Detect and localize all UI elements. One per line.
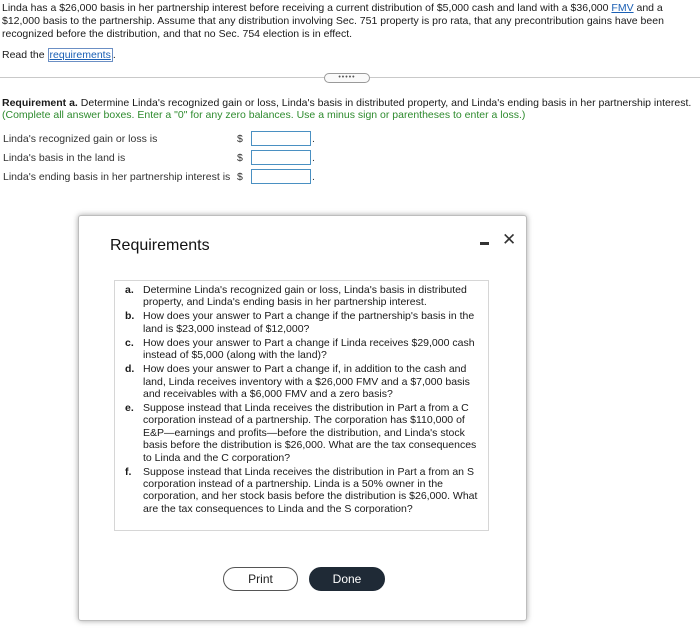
answer-label: Linda's basis in the land is [3, 152, 126, 164]
recognized-gain-input[interactable] [251, 131, 311, 146]
requirement-a-note: (Complete all answer boxes. Enter a "0" for any zero balances. Use a minus sign or parentheses to enter a loss.) [2, 109, 526, 121]
answer-label: Linda's ending basis in her partnership interest is [3, 171, 231, 183]
item-letter: a. [125, 284, 134, 296]
requirements-dialog [78, 215, 527, 621]
land-basis-input[interactable] [251, 150, 311, 165]
list-item [115, 337, 488, 362]
requirement-a-text: Determine Linda's recognized gain or loss, Linda's basis in distributed property, and Linda's ending basis in her partnership interest. [77, 97, 692, 109]
list-item [115, 363, 488, 400]
print-button[interactable]: Print [223, 567, 298, 591]
requirement-a-instructions [2, 97, 696, 121]
expand-button[interactable]: ••••• [324, 73, 370, 83]
answer-row-recognized-gain [3, 131, 343, 147]
answer-label: Linda's recognized gain or loss is [3, 133, 158, 145]
minimize-icon[interactable] [478, 236, 492, 250]
close-icon[interactable]: ✕ [502, 230, 517, 249]
ending-basis-input[interactable] [251, 169, 311, 184]
requirements-link[interactable]: requirements [49, 49, 111, 61]
answer-row-land-basis [3, 150, 343, 166]
list-item [115, 284, 488, 309]
item-letter: f. [125, 465, 132, 478]
problem-statement [2, 2, 696, 41]
item-letter: c. [125, 336, 134, 349]
requirement-a-heading: Requirement a. [2, 97, 78, 109]
problem-text-1: Linda has a $26,000 basis in her partnership interest before receiving a current distribution of $5,000 cash and land with a $36,000 [2, 2, 612, 14]
answer-suffix: . [312, 133, 315, 145]
dialog-title: Requirements [110, 237, 210, 254]
currency-symbol: $ [237, 171, 243, 183]
read-prefix: Read the [2, 49, 48, 61]
item-text: How does your answer to Part a change if, in addition to the cash and land, Linda receives inventory with a $26,000 FMV and a $7,000 basis and receivables with a $6,000 FMV and a zero basis? [143, 363, 470, 401]
answer-row-ending-basis [3, 169, 343, 185]
answer-suffix: . [312, 171, 315, 183]
item-text: Determine Linda's recognized gain or loss, Linda's basis in distributed property, and Linda's ending basis in her partnership interest. [143, 284, 467, 309]
item-text: How does your answer to Part a change if Linda receives $29,000 cash instead of $5,000 (along with the land)? [143, 336, 475, 362]
read-suffix: . [112, 49, 116, 61]
read-requirements-line [2, 49, 116, 62]
item-text: How does your answer to Part a change if the partnership's basis in the land is $23,000 instead of $12,000? [143, 310, 475, 335]
list-item [115, 402, 488, 464]
list-item [115, 466, 488, 516]
item-letter: d. [125, 363, 135, 376]
problem-text-2: and a $12,000 basis to the partnership. Assume that any distribution involving Sec. 751 property is pro rata, that any precontribution gains have been recognized before the distribution, and that no Sec. 754 election is in effect. [2, 2, 664, 40]
currency-symbol: $ [237, 133, 243, 145]
item-text: Suppose instead that Linda receives the distribution in Part a from a C corporation instead of a partnership. The corporation has $110,000 of E&P—earnings and profits—before the distribution, and Linda's stock basis before the distribution is $26,000. What are the tax consequences to Linda and the C corporation? [143, 402, 477, 464]
currency-symbol: $ [237, 152, 243, 164]
fmv-glossary-link[interactable]: FMV [611, 2, 634, 14]
list-item [115, 310, 488, 335]
item-letter: e. [125, 402, 134, 415]
item-text: Suppose instead that Linda receives the distribution in Part a from an S corporation instead of a partnership. Linda is a 50% owner in the corporation, and her stock basis before the distribution is $26,000. What are the tax consequences to Linda and the S corporation? [143, 465, 478, 515]
done-button[interactable]: Done [309, 567, 385, 591]
requirements-list [114, 280, 489, 531]
answer-suffix: . [312, 152, 315, 164]
item-letter: b. [125, 310, 135, 323]
